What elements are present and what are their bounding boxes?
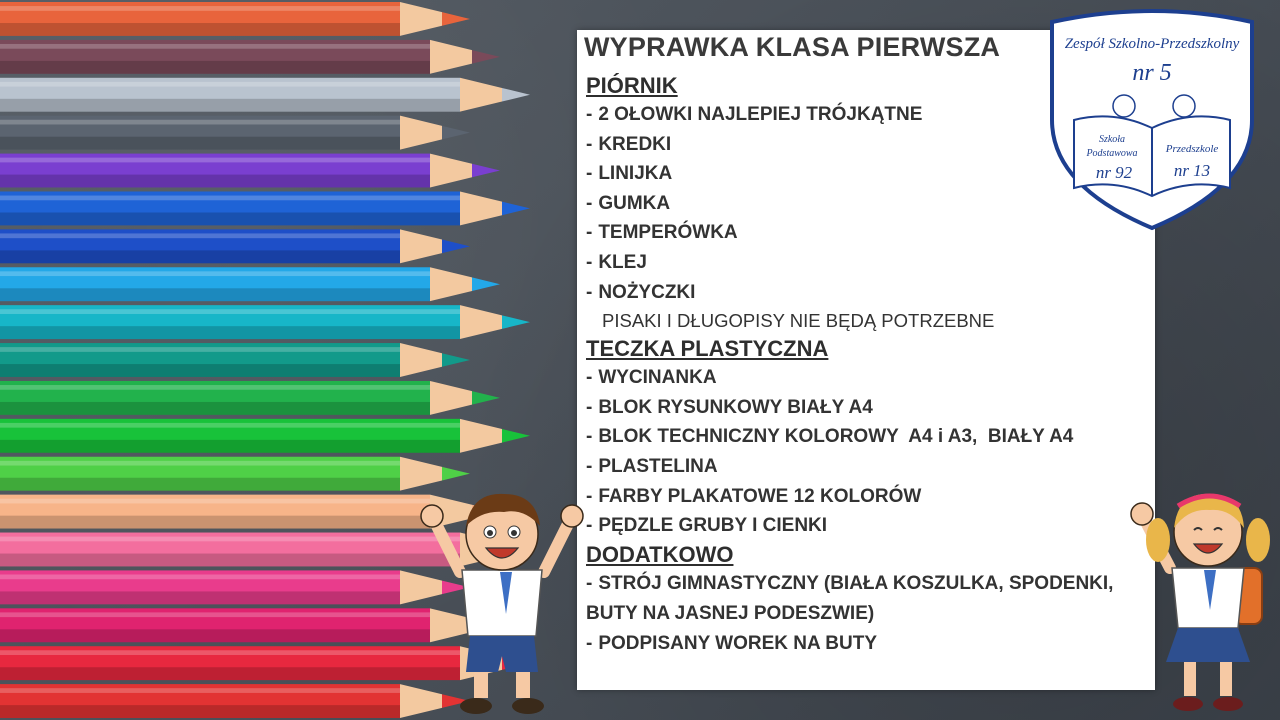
pencil: [0, 267, 500, 301]
list-item: - PODPISANY WOREK NA BUTY: [586, 632, 878, 654]
pencil: [0, 78, 530, 112]
page-title: WYPRAWKA KLASA PIERWSZA: [584, 32, 1001, 62]
list-item: - WYCINANKA: [586, 367, 717, 389]
pencil: [0, 191, 530, 225]
cheering-girl-illustration: [1126, 482, 1280, 720]
list-item: - BLOK RYSUNKOWY BIAŁY A4: [586, 396, 873, 418]
list-item: - BLOK TECHNICZNY KOLOROWY A4 i A3, BIAŁY A4: [586, 426, 1074, 448]
section-dodatkowo: [586, 541, 1146, 659]
crest-number: nr 5: [1132, 60, 1172, 86]
note-text: PISAKI I DŁUGOPISY NIE BĘDĄ POTRZEBNE: [602, 310, 995, 332]
svg-text:Podstawowa: Podstawowa: [1086, 148, 1138, 159]
pencil: [0, 154, 500, 188]
pencil: [0, 684, 470, 718]
pencil: [0, 116, 470, 150]
list-item: - LINIJKA: [586, 163, 673, 185]
pencil: [0, 40, 500, 74]
pencil: [0, 570, 470, 604]
pencil: [0, 343, 470, 377]
list-item: - 2 OŁOWKI NAJLEPIEJ TRÓJKĄTNE: [586, 104, 923, 125]
svg-text:nr 13: nr 13: [1173, 161, 1211, 180]
svg-text:Przedszkole: Przedszkole: [1165, 143, 1219, 155]
section-teczka: [586, 335, 1146, 541]
section-heading: TECZKA PLASTYCZNA: [586, 336, 829, 362]
list-item: - PLASTELINA: [586, 455, 718, 477]
list-item: - FARBY PLAKATOWE 12 KOLORÓW: [586, 485, 922, 507]
cheering-boy-illustration: [412, 486, 592, 720]
list-item: - NOŻYCZKI: [586, 281, 696, 303]
list-item: - TEMPERÓWKA: [586, 222, 738, 244]
list-item: - KLEJ: [586, 251, 647, 273]
section-heading: PIÓRNIK: [586, 73, 678, 98]
pencil: [0, 2, 470, 36]
pencil: [0, 457, 470, 491]
list-item: - PĘDZLE GRUBY I CIENKI: [586, 515, 828, 537]
list-item: - STRÓJ GIMNASTYCZNY (BIAŁA KOSZULKA, SPODENKI, BUTY NA JASNEJ PODESZWIE): [586, 572, 1114, 624]
pencil: [0, 419, 530, 453]
pencil: [0, 381, 500, 415]
pencil: [0, 305, 530, 339]
list-item: - GUMKA: [586, 192, 671, 214]
school-crest-logo: [1044, 8, 1260, 234]
crest-school-name: Zespół Szkolno-Przedszkolny: [1064, 36, 1240, 52]
pencil: [0, 229, 470, 263]
svg-text:Szkoła: Szkoła: [1098, 134, 1126, 145]
svg-text:nr 92: nr 92: [1095, 163, 1133, 182]
list-item: - KREDKI: [586, 133, 672, 155]
section-heading: DODATKOWO: [586, 541, 734, 567]
